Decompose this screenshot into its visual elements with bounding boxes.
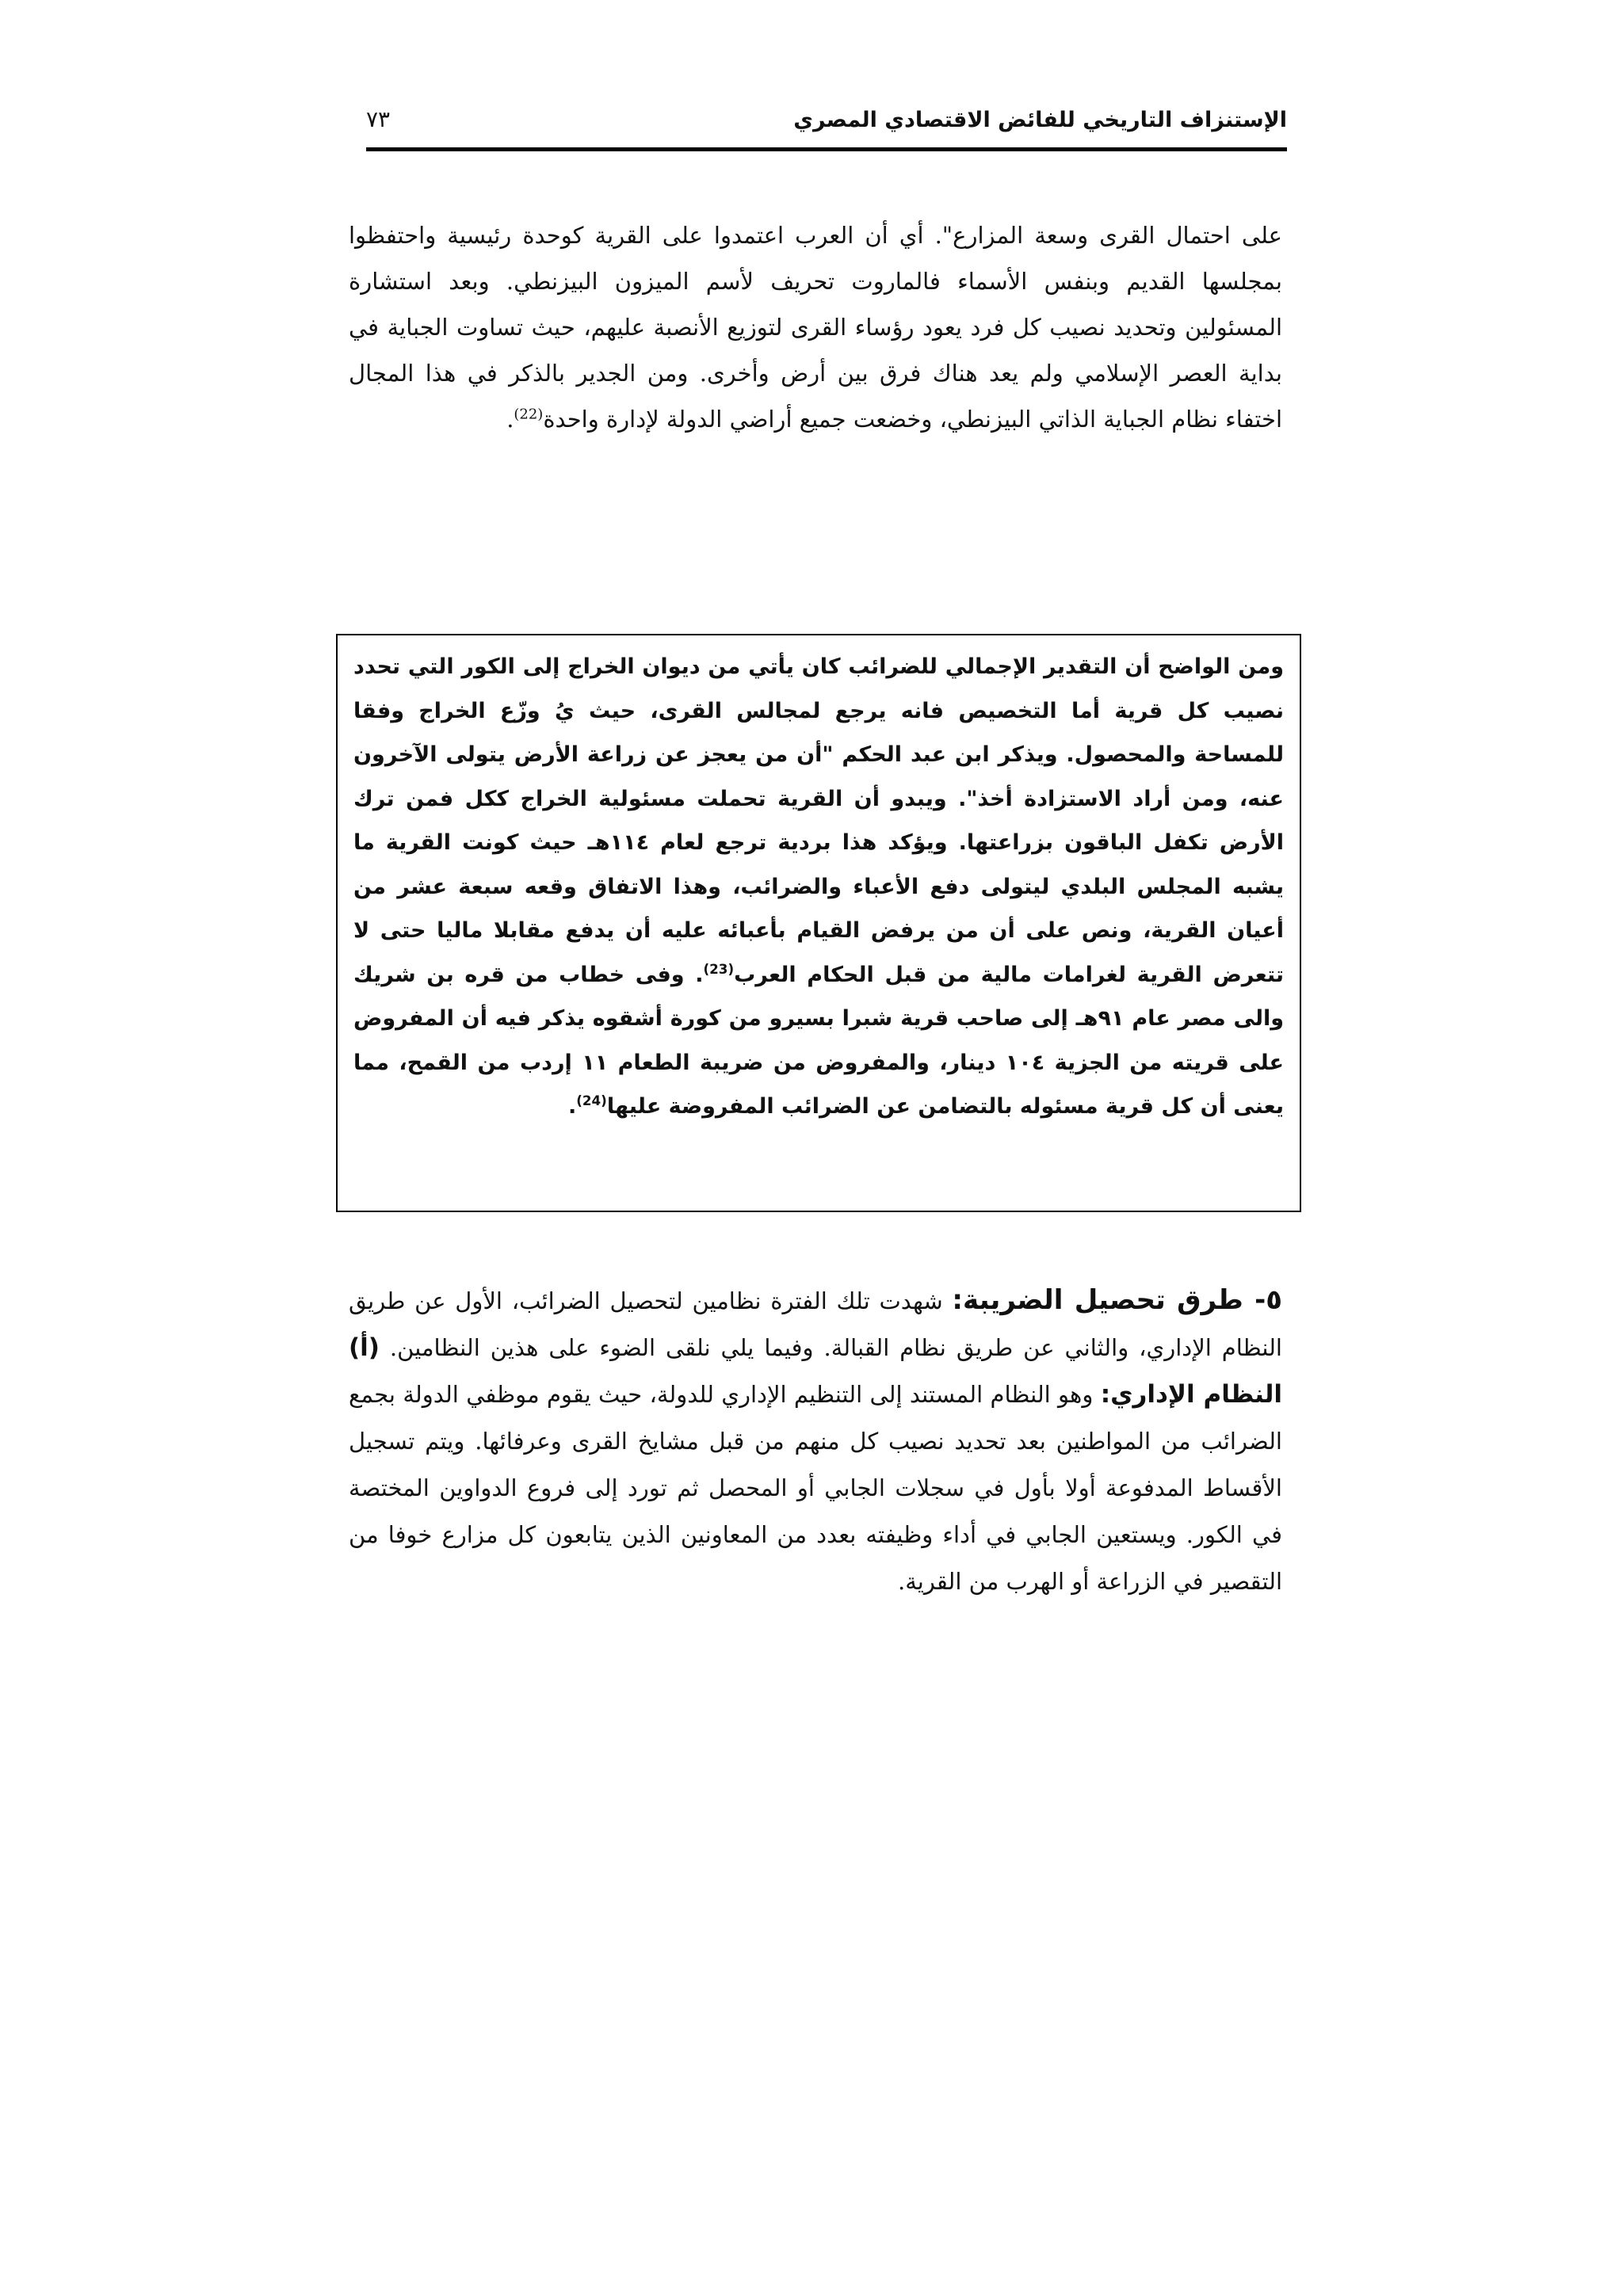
- boxed-text-end: .: [567, 1094, 577, 1119]
- paragraph-1-text: على احتمال القرى وسعة المزارع". أي أن العرب اعتمدوا على القرية كوحدة رئيسية واحتفظوا بمجلسها القديم وبنفس الأسماء فالماروت تحريف لأسم الميزون البيزنطي. وبعد استشارة المسئولين وتحديد نصيب كل فرد يعود رؤساء القرى لتوزيع الأنصبة عليهم، حيث تساوت الجباية في بداية العصر الإسلامي ولم يعد هناك فرق بين أرض وأخرى. ومن الجدير بالذكر في هذا المجال اختفاء نظام الجباية الذاتي البيزنطي، وخضعت جميع أراضي الدولة لإدارة واحدة: [349, 222, 1282, 433]
- boxed-quote: [336, 634, 1301, 1212]
- paragraph-3: [349, 1277, 1282, 1605]
- paragraph-3-text-2: وهو النظام المستند إلى التنظيم الإداري للدولة، حيث يقوم موظفي الدولة بجمع الضرائب من المواطنين بعد تحديد نصيب كل منهم من قبل مشايخ القرى وعرفائها. ويتم تسجيل الأقساط المدفوعة أولا بأول في سجلات الجابي أو المحصل ثم تورد إلى فروع الدواوين المختصة في الكور. ويستعين الجابي في أداء وظيفته بعدد من المعاونين الذين يتابعون كل مزارع خوفا من التقصير في الزراعة أو الهرب من القرية.: [349, 1381, 1282, 1595]
- section-heading: ٥- طرق تحصيل الضريبة:: [952, 1284, 1282, 1316]
- boxed-text-part-1: ومن الواضح أن التقدير الإجمالي للضرائب كان يأتي من ديوان الخراج إلى الكور التي تحدد نصيب كل قرية أما التخصيص فانه يرجع لمجالس القرى، حيث يُ وزّع الخراج وفقا للمساحة والمحصول. ويذكر ابن عبد الحكم "أن من يعجز عن زراعة الأرض يتولى الآخرون عنه، ومن أراد الاستزادة أخذ". ويبدو أن القرية تحملت مسئولية الخراج ككل فمن ترك الأرض تكفل الباقون بزراعتها. ويؤكد هذا بردية ترجع لعام ١١٤هـ حيث كونت القرية ما يشبه المجلس البلدي ليتولى دفع الأعباء والضرائب، وهذا الاتفاق وقعه سبعة عشر من أعيان القرية، ونص على أن من يرفض القيام بأعبائه عليه أن يدفع مقابلا ماليا حتى لا تتعرض القرية لغرامات مالية من قبل الحكام العرب: [353, 654, 1285, 987]
- subheading-administrative-system: (أ) النظام الإداري:: [349, 1333, 1283, 1409]
- paragraph-1: [349, 212, 1282, 442]
- header-title: الإستنزاف التاريخي للفائض الاقتصادي المصري: [793, 108, 1287, 132]
- boxed-quote-text: [353, 645, 1284, 1129]
- paragraph-1-end: .: [506, 406, 514, 433]
- page-number: ٧٣: [366, 106, 391, 132]
- footnote-ref-23: (23): [703, 960, 735, 977]
- footnote-ref-22: (22): [514, 406, 544, 423]
- boxed-text-part-2: . وفى خطاب من قره بن شريك والى مصر عام ٩١هـ إلى صاحب قرية شبرا بسيرو من كورة أشقوه يذكر فيه أن المفروض على قريته من الجزية ١٠٤ دينار، والمفروض من ضريبة الطعام ١١ إردب من القمح، مما يعنى أن كل قرية مسئوله بالتضامن عن الضرائب المفروضة عليها: [353, 962, 1285, 1119]
- footnote-ref-24: (24): [576, 1093, 607, 1108]
- paragraph-3-text-1: شهدت تلك الفترة نظامين لتحصيل الضرائب، الأول عن طريق النظام الإداري، والثاني عن طريق نظام القبالة. وفيما يلي نلقى الضوء على هذين النظامين.: [349, 1287, 1282, 1361]
- running-header: [366, 101, 1287, 151]
